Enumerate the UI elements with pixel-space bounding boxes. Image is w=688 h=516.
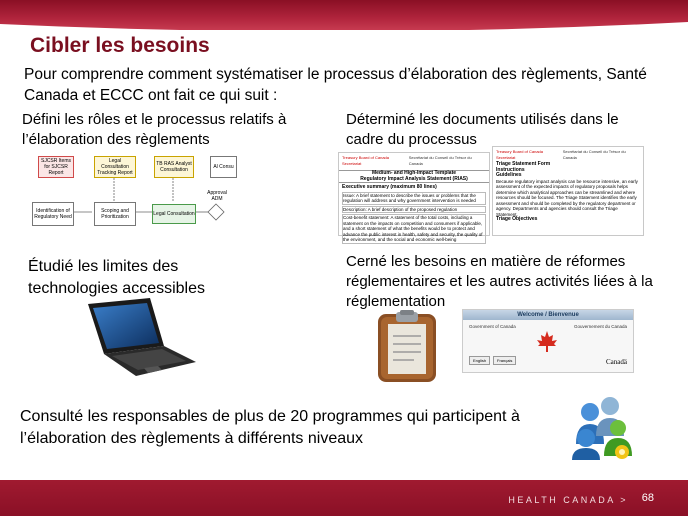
- doc1-title: Medium- and High-Impact Template: [371, 170, 457, 176]
- people-group-icon: [570, 394, 638, 460]
- doc2-objectives: Triage Objectives: [496, 216, 538, 222]
- flow-box-consultation-partial: Al Consu: [210, 156, 237, 178]
- clipboard-icon: [376, 310, 438, 384]
- welcome-gov-fr: Gouvernement du Canada: [573, 324, 627, 329]
- rias-template-thumbnail: [338, 152, 490, 242]
- francais-button[interactable]: Français: [493, 356, 516, 365]
- flow-box-scoping: Scoping and Prioritization: [94, 202, 136, 226]
- welcome-gov-en: Government of Canada: [469, 324, 516, 329]
- intro-text: Pour comprendre comment systématiser le processus d’élaboration des règlements, Santé Canada et ECCC ont fait ce qui suit :: [24, 66, 647, 104]
- consultation-text: Consulté les responsables de plus de 20 programmes qui participent à l’élaboration des règlements à différents niveaux: [20, 408, 520, 447]
- maple-leaf-icon: [535, 330, 559, 354]
- doc1-description: Description: A brief description of the proposed regulation: [342, 206, 486, 214]
- doc2-instructions: Instructions: [496, 166, 525, 173]
- english-button[interactable]: English: [469, 356, 490, 365]
- doc2-guidelines: Guidelines: [496, 172, 522, 178]
- flow-box-legal-tracking: Legal Consultation Tracking Report: [94, 156, 136, 178]
- roles-process-text: Défini les rôles et le processus relatifs à l’élaboration des règlements: [22, 111, 287, 148]
- doc1-cost-benefit: Cost-benefit statement: A statement of the total costs, including a statement on the impacts on competition and consumers if applicable, and a short statement of what the benefits would be to protect and advance the public interest in health, safety and security, the quality of the environment, and the social and economic well-being: [342, 214, 486, 244]
- flow-box-identification: Identification of Regulatory Need: [32, 202, 74, 226]
- footer-brand: HEALTH CANADA >: [508, 495, 628, 505]
- triage-form-thumbnail: [492, 146, 644, 236]
- flow-box-legal-consultation: Legal Consultation: [152, 204, 196, 224]
- doc1-header-left: Treasury Board of Canada Secretariat: [342, 155, 389, 166]
- page-number: 68: [641, 492, 654, 504]
- doc2-title: Triage Statement Form: [496, 161, 551, 167]
- doc1-header-right: Secrétariat du Conseil du Trésor du Canada: [408, 155, 472, 166]
- documents-text: Déterminé les documents utilisés dans le cadre du processus: [346, 111, 619, 148]
- process-flowchart: [30, 152, 235, 232]
- reform-needs-text: Cerné les besoins en matière de réformes réglementaires et les autres activités liées à la réglementation: [346, 253, 653, 310]
- welcome-screen-thumbnail: [462, 309, 634, 373]
- doc1-section: Executive summary (maximum 80 lines): [342, 184, 437, 190]
- doc2-body: Because regulatory impact analysis can be resource intensive, an early assessment of the expected impacts of regulatory proposals helps determine which analytical approaches can be streamlined and where resources should be focused. The Triage Statement identifies the early assessment and should be completed by the regulatory department or agency. Departments and agencies should consult the Triage Statement.: [496, 178, 638, 217]
- laptop-icon: [80, 296, 200, 378]
- slide-title: Cibler les besoins: [30, 34, 210, 57]
- doc1-issue: Issue: A brief statement to describe the issues or problems that the regulation will address and why government intervention is needed: [342, 192, 486, 205]
- doc2-header-right: Secrétariat du Conseil du Trésor du Canada: [562, 149, 626, 160]
- flow-box-tb-ras: TB RAS Analyst Consultation: [154, 156, 194, 178]
- flow-label-approval: Approval ADM: [207, 190, 227, 202]
- welcome-title: Welcome / Bienvenue: [463, 310, 633, 320]
- flow-box-sjcsr: SJCSR Items for SJCSR Report: [38, 156, 74, 178]
- technology-limits-text: Étudié les limites des technologies accessibles: [28, 258, 205, 297]
- doc2-header-left: Treasury Board of Canada Secretariat: [496, 149, 543, 160]
- doc1-subtitle: Regulatory Impact Analysis Statement (RIAS): [360, 175, 468, 182]
- canada-wordmark: Canadä: [606, 358, 627, 366]
